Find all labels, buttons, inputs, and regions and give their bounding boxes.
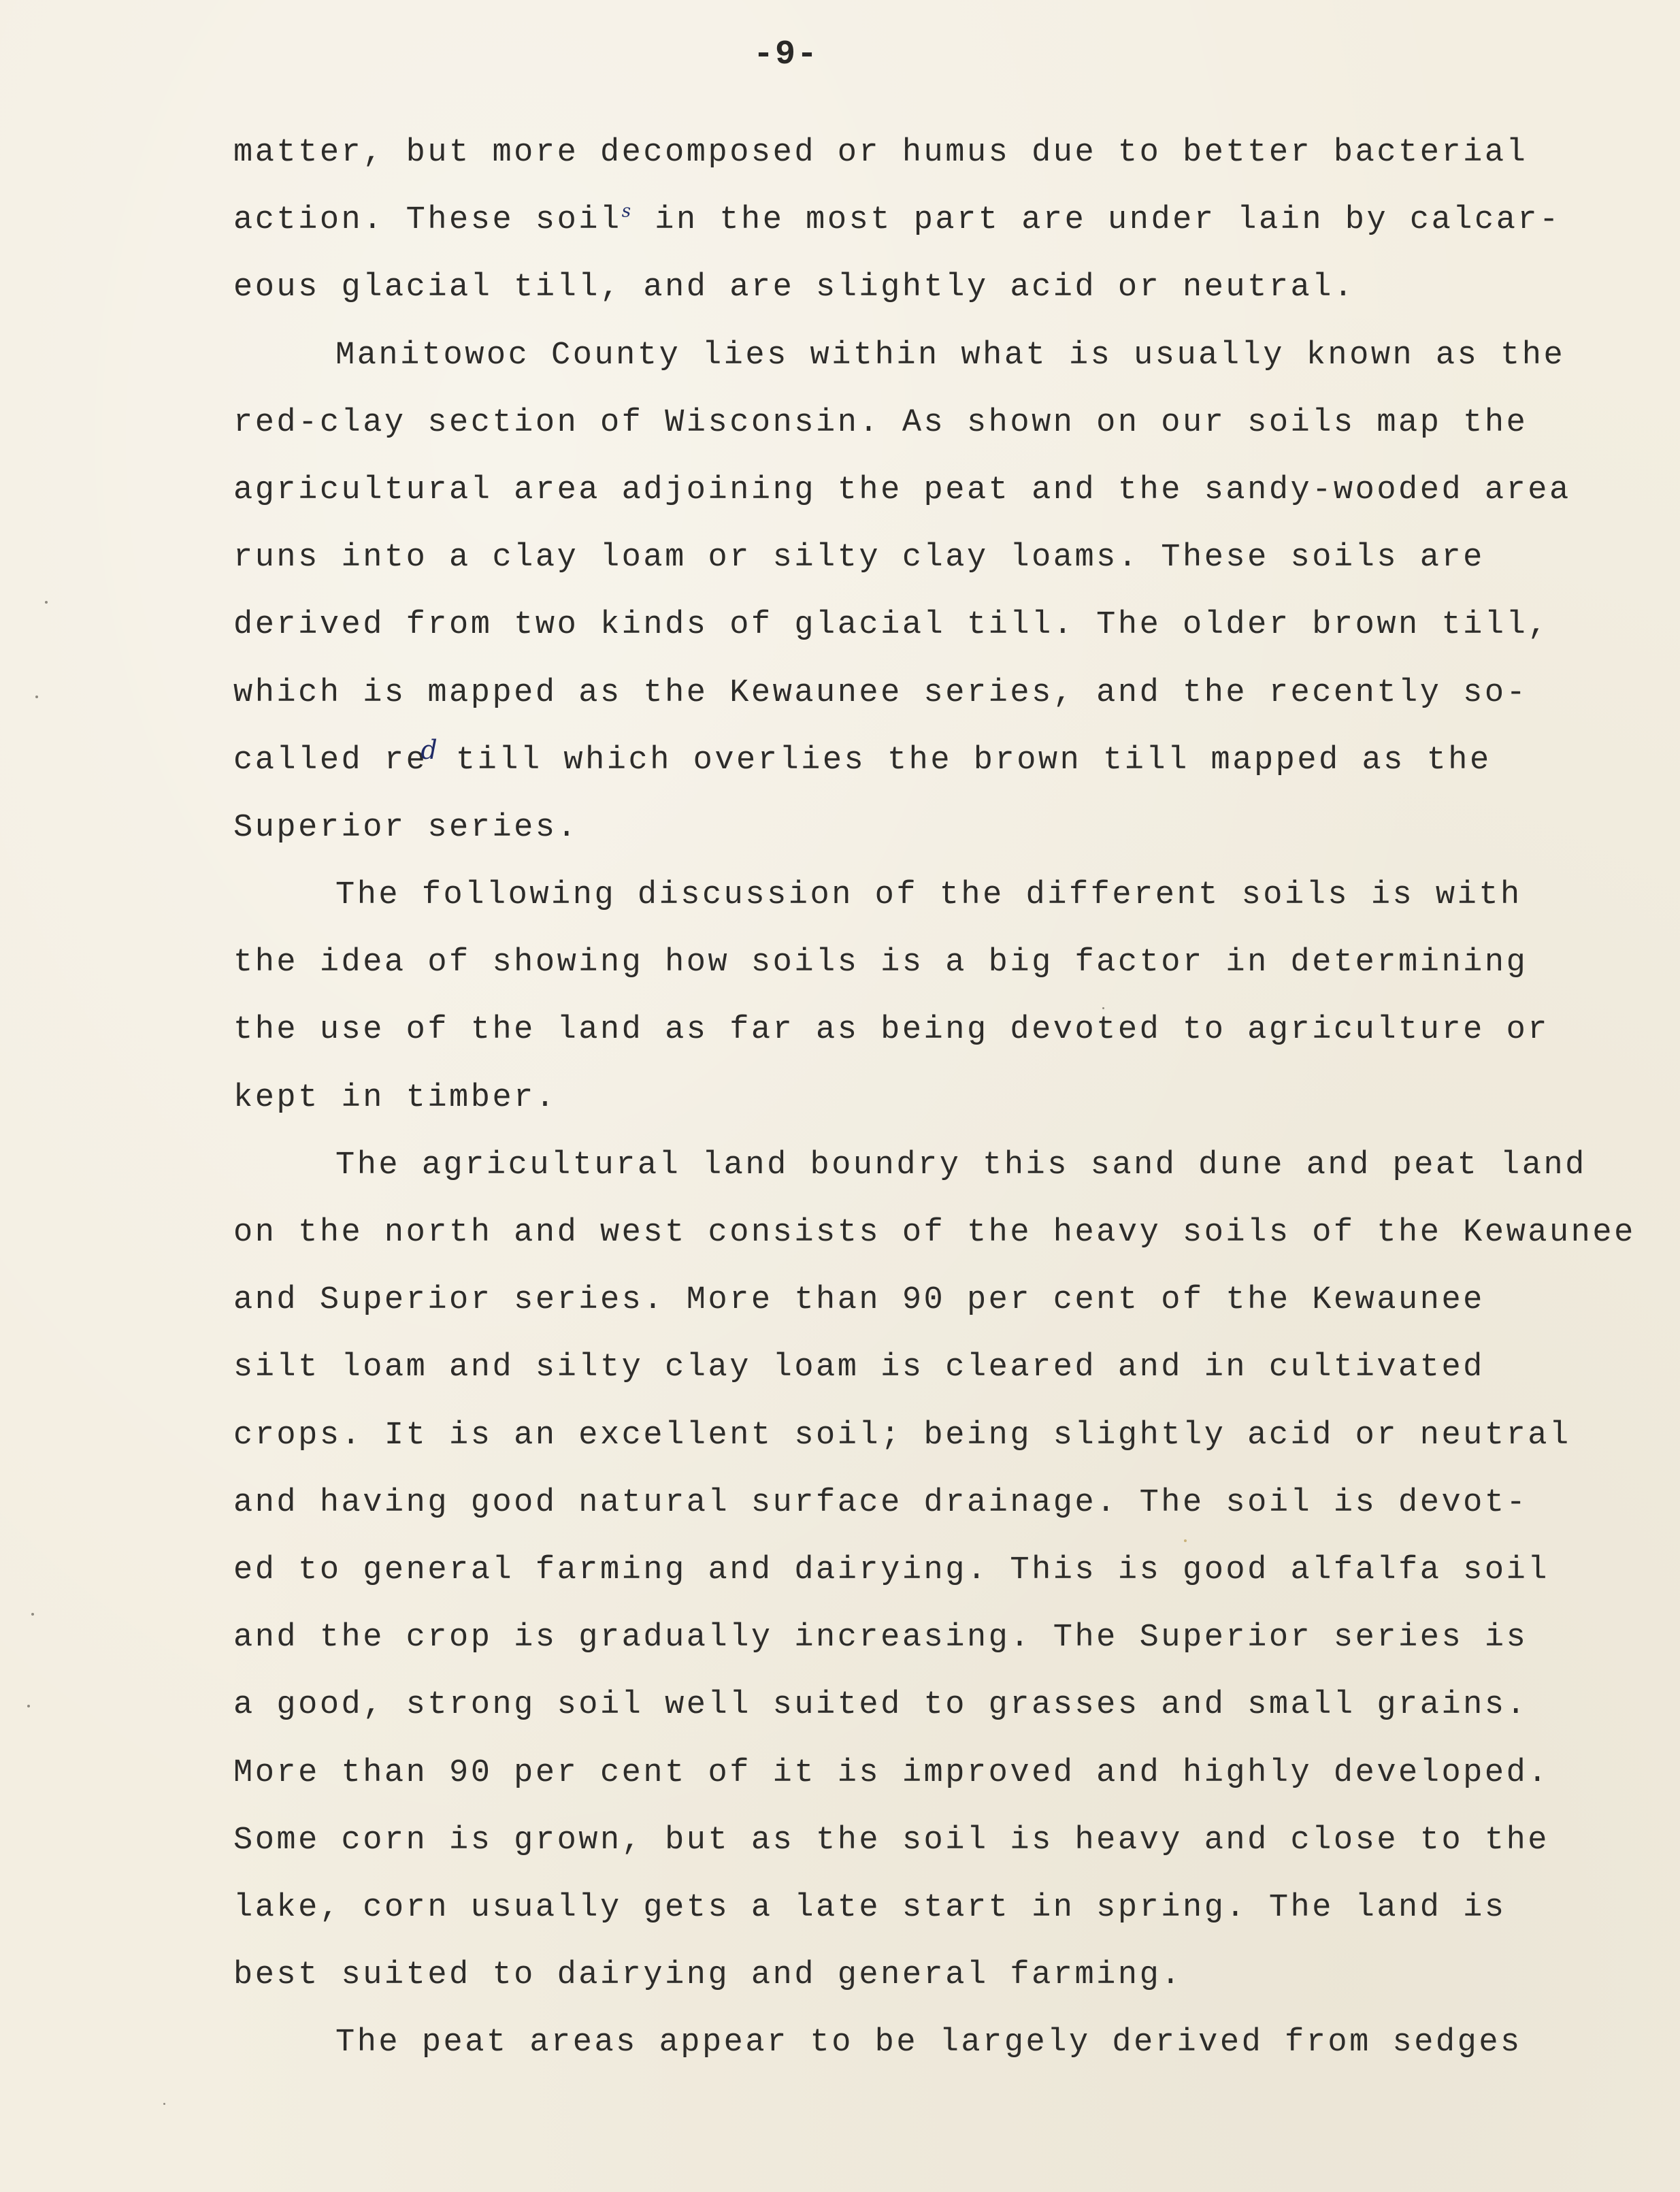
text-line bbox=[233, 727, 1567, 794]
text-line: More than 90 per cent of it is improved and highly developed. bbox=[233, 1754, 1549, 1791]
text-line: crops. It is an excellent soil; being slightly acid or neutral bbox=[233, 1417, 1571, 1454]
text-line: runs into a clay loam or silty clay loams. These soils are bbox=[233, 540, 1485, 576]
text-line: the use of the land as far as being devoted to agriculture or bbox=[233, 1012, 1549, 1049]
text-line: and having good natural surface drainage. The soil is devot- bbox=[233, 1484, 1528, 1521]
text-line: Some corn is grown, but as the soil is heavy and close to the bbox=[233, 1822, 1549, 1859]
text-line bbox=[233, 186, 1567, 254]
handwritten-correction: d bbox=[421, 734, 440, 765]
text-line: eous glacial till, and are slightly acid or neutral. bbox=[233, 269, 1355, 306]
text-line: Manitowoc County lies within what is usually known as the bbox=[335, 337, 1566, 374]
text-line: red-clay section of Wisconsin. As shown on our soils map the bbox=[233, 404, 1528, 441]
page-number: -9- bbox=[753, 35, 819, 74]
text-segment: action. These soil bbox=[233, 202, 622, 239]
text-line: the idea of showing how soils is a big factor in determining bbox=[233, 945, 1528, 981]
text-line: and Superior series. More than 90 per cent of the Kewaunee bbox=[233, 1282, 1485, 1319]
text-line: kept in timber. bbox=[233, 1079, 557, 1116]
text-segment: till which overlies the brown till mapped as the bbox=[434, 742, 1492, 779]
text-line: The peat areas appear to be largely derived from sedges bbox=[335, 2025, 1522, 2061]
text-segment: called re bbox=[233, 742, 428, 779]
handwritten-footnote-mark: s bbox=[621, 201, 633, 222]
text-line: lake, corn usually gets a late start in spring. The land is bbox=[233, 1889, 1506, 1926]
body-text bbox=[233, 119, 1636, 2076]
text-line: derived from two kinds of glacial till. The older brown till, bbox=[233, 607, 1549, 644]
text-line: The following discussion of the different soils is with bbox=[335, 877, 1522, 914]
text-line: silt loam and silty clay loam is cleared and in cultivated bbox=[233, 1349, 1485, 1386]
text-line: matter, but more decomposed or humus due to better bacterial bbox=[233, 135, 1528, 171]
text-segment: in the most part are under lain by calcar- bbox=[633, 202, 1561, 239]
text-line: best suited to dairying and general farming. bbox=[233, 1957, 1183, 1994]
text-line: and the crop is gradually increasing. The Superior series is bbox=[233, 1620, 1528, 1656]
text-line: The agricultural land boundry this sand dune and peat land bbox=[335, 1147, 1587, 1183]
text-line: which is mapped as the Kewaunee series, and the recently so- bbox=[233, 674, 1528, 711]
text-line: agricultural area adjoining the peat and the sandy-wooded area bbox=[233, 472, 1571, 508]
text-line: a good, strong soil well suited to grasses and small grains. bbox=[233, 1687, 1528, 1724]
text-line: Superior series. bbox=[233, 809, 579, 846]
text-line: on the north and west consists of the heavy soils of the Kewaunee bbox=[233, 1215, 1636, 1251]
text-line: ed to general farming and dairying. This is good alfalfa soil bbox=[233, 1552, 1549, 1588]
